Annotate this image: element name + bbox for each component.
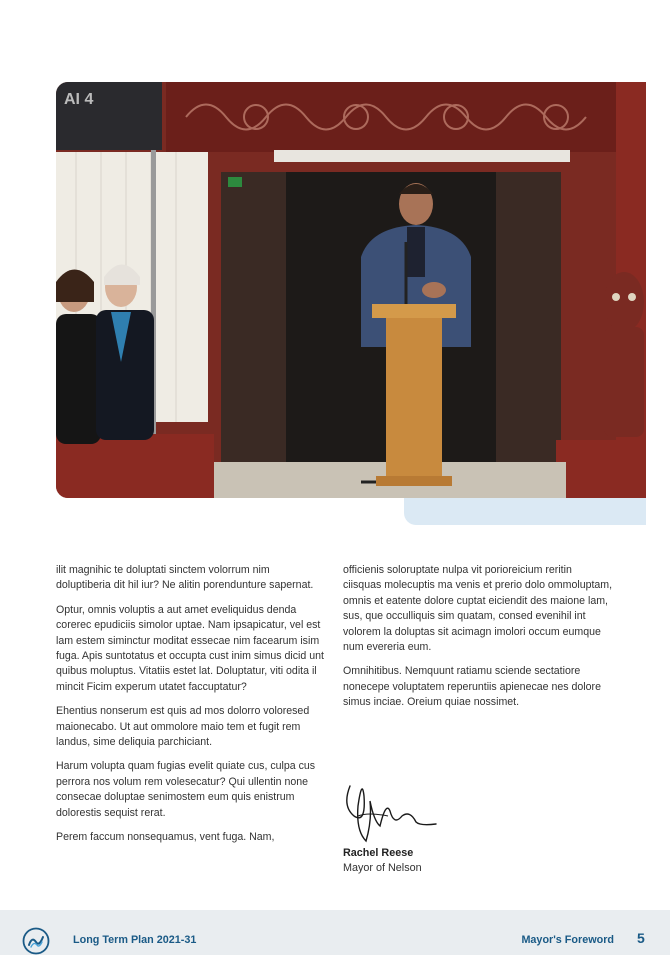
svg-text:AI 4: AI 4 (64, 91, 94, 108)
signatory-title: Mayor of Nelson (343, 862, 422, 874)
signatory-name: Rachel Reese (343, 847, 414, 859)
body-text-right-column (343, 563, 613, 720)
paragraph: Perem faccum nonsequamus, vent fuga. Nam, (56, 831, 275, 844)
paragraph: Omnihitibus. Nemquunt ratiamu sciende sectatiore nonecepe voluptatem reperuntiis apienecae nes dolore simus inciae. Oreium quiae nossimet. (343, 665, 601, 709)
paragraph: officienis soloruptate nulpa vit porioreicium reritin ciisquas molecuptis ma venis et prerio dolo ommoluptam, omnis et eatente dolore cuptat eiciendit des maione lam, sus, que occulliquis sim quatam, consed evenihil int volorem la doluptas sit acimagn imolori occum eumque num evereria eum. (343, 564, 613, 654)
speaker-at-podium-illustration (56, 82, 646, 498)
paragraph: ilit magnihic te doluptati sinctem volorrum nim doluptiberia dit hil iur? Ne alitin porendunture sapernat. (56, 564, 314, 592)
hero-photo (56, 82, 646, 498)
page-number: 5 (637, 930, 645, 946)
paragraph: Harum volupta quam fugias evelit quiate cus, culpa cus perrora nos volum rem volesecatur? Qui ullentin none consecae doluptae senimostem eum quis enistrum dolorestis sequist rerat. (56, 760, 316, 819)
body-text-left-column (56, 563, 326, 855)
page-footer (0, 910, 670, 955)
paragraph: Optur, omnis voluptis a aut amet eveliquidus denda corerec epudiciis simolor uptae. Nam ipsapicatur, vel est lam estem siminctur moditat essecae nim facearum isim fuga. Apis suntotatus et occupta cust inim simus dicid unt quibus moluptus. Vitatiis estet lat. Doluptatur, viti odita il mincit Ficim experum utatet faccuptatur? (56, 603, 324, 693)
handwritten-signature (340, 776, 450, 846)
footer-plan-title: Long Term Plan 2021-31 (73, 934, 197, 946)
paragraph: Ehentius nonserum est quis ad mos dolorro voloresed maionecabo. Ut aut ommolore maio tem et fugit rem landus, sime deliquia parchiciant. (56, 705, 310, 749)
footer-section-title: Mayor's Foreword (521, 934, 614, 946)
council-logo-icon (22, 927, 50, 955)
